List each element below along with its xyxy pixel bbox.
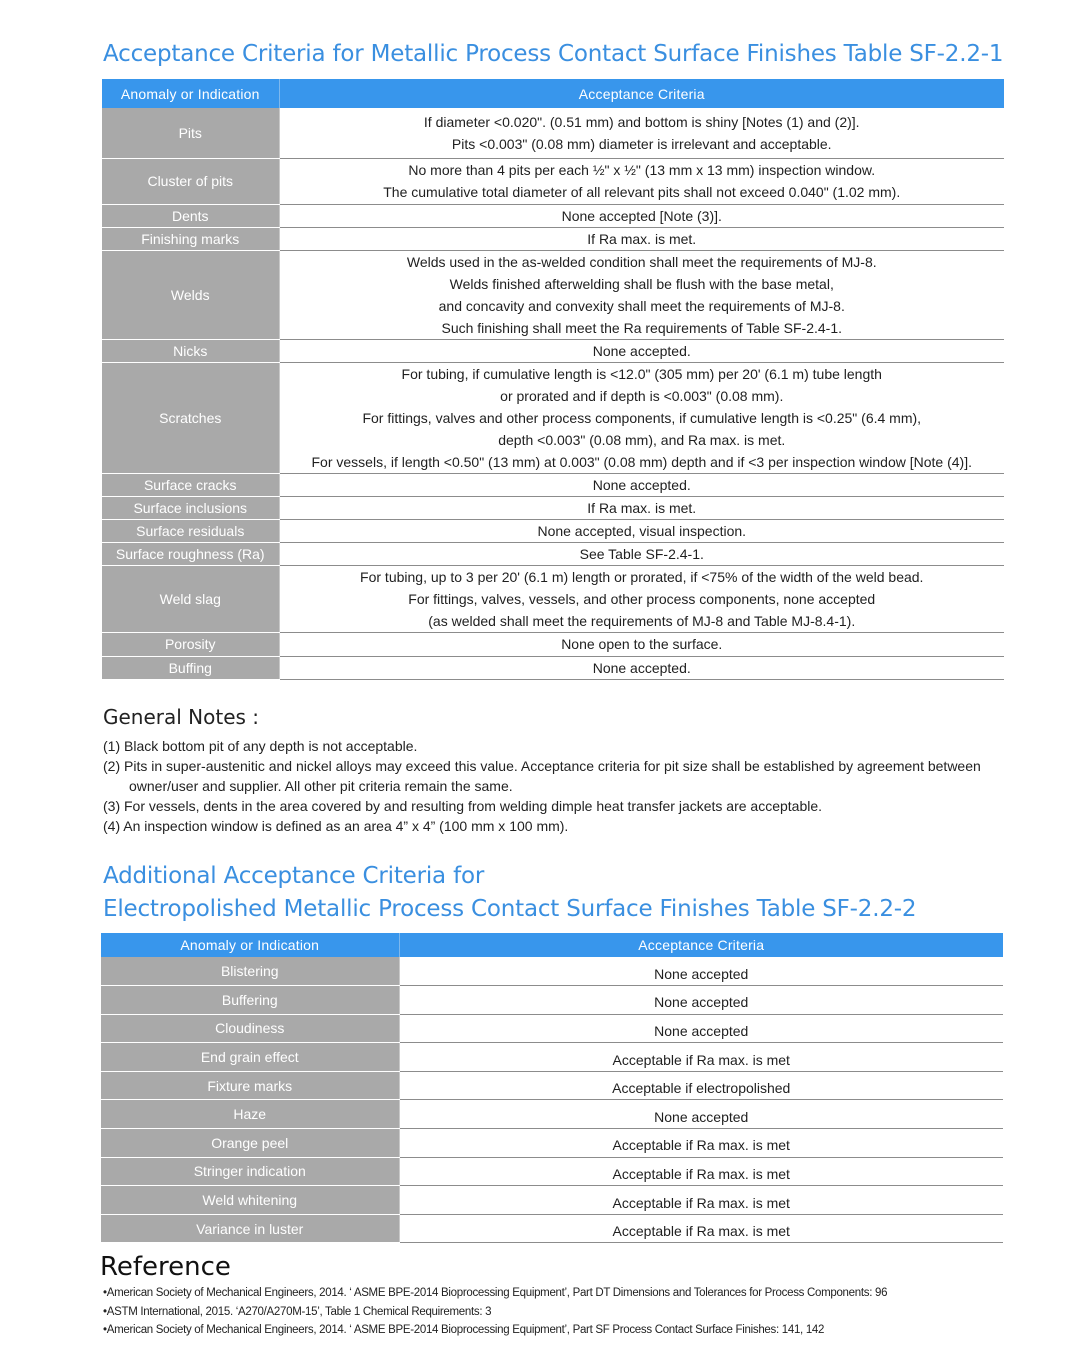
criteria-line: See Table SF-2.4-1.: [579, 545, 704, 562]
general-note-item: (3) For vessels, dents in the area covered by and resulting from welding dimple heat transfer jackets are acceptable.: [103, 798, 823, 814]
general-note-item: (4) An inspection window is defined as an area 4” x 4” (100 mm x 100 mm).: [103, 818, 569, 834]
anomaly-cell: Surface cracks: [102, 473, 279, 496]
criteria-cell: [279, 656, 1004, 679]
anomaly-cell: Surface roughness (Ra): [102, 542, 279, 565]
general-note-item: (2) Pits in super-austenitic and nickel alloys may exceed this value. Acceptance criteria for pit size shall be established by agreement between owner/user and supplier. All other pit criteria remain the same.: [103, 758, 981, 794]
criteria-cell: None accepted: [399, 1014, 1003, 1043]
criteria-line: None accepted.: [592, 342, 691, 359]
column-header-anomaly: Anomaly or Indication: [102, 79, 279, 108]
table-header-row: [101, 933, 1003, 957]
electropolished-criteria-table: [101, 933, 1003, 1243]
anomaly-cell: Blistering: [101, 957, 399, 986]
table2-title: [103, 860, 916, 926]
reference-item: • American Society of Mechanical Engineers, 2014. ‘ ASME BPE-2014 Bioprocessing Equipment’, Part SF Process Contact Surface Finishes: 141, 142: [103, 1321, 887, 1340]
criteria-cell: [279, 227, 1004, 250]
table-row: [101, 1100, 1003, 1129]
table-row: [101, 1014, 1003, 1043]
anomaly-cell: Surface residuals: [102, 519, 279, 542]
table-row: [101, 1157, 1003, 1186]
criteria-line: For tubing, up to 3 per 20' (6.1 m) length or prorated, if <75% of the width of the weld bead.: [360, 568, 924, 585]
reference-item: • American Society of Mechanical Engineers, 2014. ‘ ASME BPE-2014 Bioprocessing Equipment’, Part DT Dimensions and Tolerances for Process Components: 96: [103, 1284, 887, 1303]
criteria-cell: [279, 632, 1004, 656]
criteria-line: None accepted [Note (3)].: [561, 207, 722, 224]
table-row: [101, 1129, 1003, 1158]
anomaly-cell: Welds: [102, 250, 279, 339]
criteria-line: None accepted, visual inspection.: [537, 522, 747, 539]
anomaly-cell: Haze: [101, 1100, 399, 1129]
criteria-line: Welds used in the as-welded condition shall meet the requirements of MJ-8.: [406, 253, 877, 270]
general-notes-heading: General Notes :: [103, 705, 260, 729]
table-row: [101, 1071, 1003, 1100]
anomaly-cell: Finishing marks: [102, 227, 279, 250]
criteria-line: Such finishing shall meet the Ra requirements of Table SF-2.4-1.: [441, 319, 842, 336]
table-row: [102, 519, 1004, 542]
table-row: [102, 565, 1004, 632]
criteria-cell: Acceptable if electropolished: [399, 1071, 1003, 1100]
criteria-cell: [279, 473, 1004, 496]
table-row: [101, 957, 1003, 986]
table-row: [101, 1214, 1003, 1243]
anomaly-cell: Orange peel: [101, 1129, 399, 1158]
criteria-line: If Ra max. is met.: [587, 499, 697, 516]
table-row: [102, 496, 1004, 519]
anomaly-cell: Cloudiness: [101, 1014, 399, 1043]
criteria-line: For fittings, valves, vessels, and other process components, none accepted: [408, 590, 876, 607]
anomaly-cell: Stringer indication: [101, 1157, 399, 1186]
criteria-cell: None accepted: [399, 986, 1003, 1015]
criteria-cell: Acceptable if Ra max. is met: [399, 1214, 1003, 1243]
anomaly-cell: End grain effect: [101, 1043, 399, 1072]
table-row: [102, 632, 1004, 656]
general-notes-list: [103, 736, 1033, 836]
table-row: [102, 227, 1004, 250]
anomaly-cell: Buffing: [102, 656, 279, 679]
column-header-anomaly: Anomaly or Indication: [101, 933, 399, 957]
criteria-line: If diameter <0.020". (0.51 mm) and bottom is shiny [Notes (1) and (2)].: [423, 113, 860, 130]
criteria-cell: [279, 158, 1004, 204]
criteria-line: If Ra max. is met.: [587, 230, 697, 247]
anomaly-cell: Weld whitening: [101, 1186, 399, 1215]
table-row: [102, 542, 1004, 565]
table-row: [101, 1043, 1003, 1072]
anomaly-cell: Buffering: [101, 986, 399, 1015]
table-row: [102, 362, 1004, 473]
criteria-line: None accepted.: [592, 476, 691, 493]
table-row: [102, 108, 1004, 158]
criteria-line: depth <0.003" (0.08 mm), and Ra max. is met.: [498, 431, 786, 448]
table-row: [101, 1186, 1003, 1215]
anomaly-cell: Surface inclusions: [102, 496, 279, 519]
criteria-cell: [279, 108, 1004, 158]
anomaly-cell: Porosity: [102, 632, 279, 656]
criteria-cell: Acceptable if Ra max. is met: [399, 1157, 1003, 1186]
criteria-cell: Acceptable if Ra max. is met: [399, 1186, 1003, 1215]
anomaly-cell: Nicks: [102, 339, 279, 362]
column-header-criteria: Acceptance Criteria: [399, 933, 1003, 957]
table-row: [101, 986, 1003, 1015]
criteria-line: No more than 4 pits per each ½" x ½" (13 mm x 13 mm) inspection window.: [408, 162, 876, 178]
criteria-cell: Acceptable if Ra max. is met: [399, 1043, 1003, 1072]
anomaly-cell: Cluster of pits: [102, 158, 279, 204]
criteria-cell: None accepted: [399, 1100, 1003, 1129]
criteria-cell: [279, 565, 1004, 632]
criteria-cell: [279, 250, 1004, 339]
anomaly-cell: Dents: [102, 204, 279, 227]
table-row: [102, 339, 1004, 362]
table-row: [102, 473, 1004, 496]
criteria-line: None accepted.: [592, 659, 691, 676]
table1-title: Acceptance Criteria for Metallic Process Contact Surface Finishes Table SF-2.2-1: [103, 41, 1004, 67]
table-header-row: [102, 79, 1004, 108]
column-header-criteria: Acceptance Criteria: [279, 79, 1004, 108]
criteria-line: Welds finished afterwelding shall be flush with the base metal,: [449, 275, 834, 292]
table-row: [102, 158, 1004, 204]
criteria-line: The cumulative total diameter of all relevant pits shall not exceed 0.040" (1.02 mm).: [383, 184, 901, 200]
table2-title-line1: Additional Acceptance Criteria for: [103, 863, 485, 889]
general-note-item: (1) Black bottom pit of any depth is not acceptable.: [103, 738, 418, 754]
criteria-line: and concavity and convexity shall meet the requirements of MJ-8.: [438, 297, 845, 314]
reference-item: • ASTM International, 2015. ‘A270/A270M-15’, Table 1 Chemical Requirements: 3: [103, 1303, 887, 1322]
criteria-cell: None accepted: [399, 957, 1003, 986]
criteria-cell: [279, 519, 1004, 542]
criteria-cell: Acceptable if Ra max. is met: [399, 1129, 1003, 1158]
table-row: [102, 204, 1004, 227]
criteria-cell: [279, 362, 1004, 473]
table2-title-line2: Electropolished Metallic Process Contact Surface Finishes Table SF-2.2-2: [103, 896, 917, 922]
criteria-line: For fittings, valves and other process components, if cumulative length is <0.25" (6.4 mm),: [362, 409, 922, 426]
criteria-line: or prorated and if depth is <0.003" (0.08 mm).: [500, 387, 784, 404]
reference-heading: Reference: [100, 1252, 231, 1282]
anomaly-cell: Weld slag: [102, 565, 279, 632]
table-row: [102, 656, 1004, 679]
criteria-cell: [279, 339, 1004, 362]
acceptance-criteria-table: [102, 79, 1004, 680]
reference-list: [103, 1284, 887, 1340]
criteria-line: For tubing, if cumulative length is <12.0" (305 mm) per 20' (6.1 m) tube length: [401, 365, 882, 382]
criteria-line: None open to the surface.: [561, 636, 723, 652]
criteria-cell: [279, 496, 1004, 519]
criteria-cell: [279, 542, 1004, 565]
criteria-line: Pits <0.003" (0.08 mm) diameter is irrelevant and acceptable.: [451, 135, 832, 152]
criteria-cell: [279, 204, 1004, 227]
anomaly-cell: Fixture marks: [101, 1071, 399, 1100]
anomaly-cell: Pits: [102, 108, 279, 158]
anomaly-cell: Variance in luster: [101, 1214, 399, 1243]
table-row: [102, 250, 1004, 339]
criteria-line: For vessels, if length <0.50" (13 mm) at 0.003" (0.08 mm) depth and if <3 per inspection window [Note (4)].: [311, 453, 972, 470]
criteria-line: (as welded shall meet the requirements of MJ-8 and Table MJ-8.4-1).: [428, 612, 856, 629]
anomaly-cell: Scratches: [102, 362, 279, 473]
